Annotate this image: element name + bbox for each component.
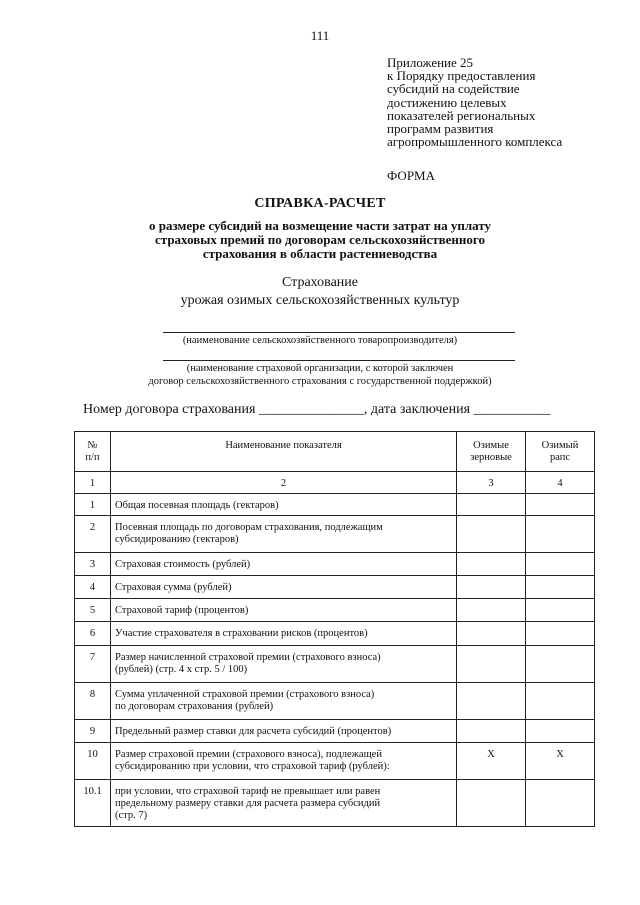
row-number: 5 xyxy=(75,599,111,622)
row-indicator xyxy=(111,743,457,780)
value-cell-rapeseed[interactable] xyxy=(526,683,595,720)
row-number: 8 xyxy=(75,683,111,720)
appendix-line: достижению целевых xyxy=(387,94,507,110)
row-indicator-line: (стр. 7) xyxy=(115,810,148,821)
value-cell-grain[interactable] xyxy=(457,780,526,827)
contract-number-line: Номер договора страхования _______________, дата заключения ___________ xyxy=(83,402,551,417)
value-cell-rapeseed: X xyxy=(526,743,595,780)
header-col3-line: Озимые xyxy=(473,440,509,451)
row-indicator-line: Страховая стоимость (рублей) xyxy=(115,559,251,570)
producer-caption: (наименование сельскохозяйственного товаропроизводителя) xyxy=(182,335,458,346)
document-subtitle xyxy=(0,219,640,261)
table-row xyxy=(75,622,595,646)
appendix-line: к Порядку предоставления xyxy=(387,68,536,84)
row-indicator-line: Страховая сумма (рублей) xyxy=(115,582,232,593)
value-cell-grain[interactable] xyxy=(457,720,526,743)
table-row xyxy=(75,553,595,576)
row-indicator xyxy=(111,599,457,622)
row-number: 3 xyxy=(75,553,111,576)
subtitle-line: страховых премий по договорам сельскохозяйственного xyxy=(155,232,485,247)
insurer-caption-line: (наименование страховой организации, с которой заключен xyxy=(186,363,454,374)
index-cell: 4 xyxy=(526,472,595,494)
header-winter-grain xyxy=(457,432,526,472)
value-cell-grain[interactable] xyxy=(457,646,526,683)
appendix-line: Приложение 25 xyxy=(387,55,474,70)
row-indicator-line: Участие страхователя в страховании рисков (процентов) xyxy=(115,628,368,639)
row-indicator-line: Размер страховой премии (страхового взноса), подлежащей xyxy=(115,749,382,760)
table-row xyxy=(75,720,595,743)
row-indicator xyxy=(111,622,457,646)
row-indicator xyxy=(111,553,457,576)
subtitle-line: страхования в области растениеводства xyxy=(202,246,438,261)
row-number: 7 xyxy=(75,646,111,683)
row-indicator-line: (рублей) (стр. 4 x стр. 5 / 100) xyxy=(115,664,248,675)
header-winter-rapeseed xyxy=(526,432,595,472)
header-num xyxy=(75,432,111,472)
table-row xyxy=(75,646,595,683)
table-row xyxy=(75,780,595,827)
index-cell: 3 xyxy=(457,472,526,494)
value-cell-rapeseed[interactable] xyxy=(526,494,595,516)
appendix-line: субсидий на содействие xyxy=(387,81,520,97)
row-indicator-line: Размер начисленной страховой премии (страхового взноса) xyxy=(115,652,381,663)
page-number: 111 xyxy=(310,28,330,43)
value-cell-grain[interactable] xyxy=(457,683,526,720)
row-number: 10.1 xyxy=(75,780,111,827)
row-indicator xyxy=(111,494,457,516)
calculation-table xyxy=(74,431,595,827)
value-cell-rapeseed[interactable] xyxy=(526,622,595,646)
row-indicator xyxy=(111,516,457,553)
row-number: 2 xyxy=(75,516,111,553)
table-row xyxy=(75,683,595,720)
table-row xyxy=(75,576,595,599)
row-indicator xyxy=(111,683,457,720)
value-cell-rapeseed[interactable] xyxy=(526,720,595,743)
row-indicator-line: по договорам страхования (рублей) xyxy=(115,701,274,712)
insurer-name-field[interactable] xyxy=(163,360,515,361)
insurance-type xyxy=(0,274,640,310)
value-cell-rapeseed[interactable] xyxy=(526,576,595,599)
value-cell-rapeseed[interactable] xyxy=(526,516,595,553)
row-indicator-line: субсидированию при условии, что страховой тариф (рублей): xyxy=(115,761,390,772)
header-num-line: № xyxy=(87,440,98,451)
row-number: 10 xyxy=(75,743,111,780)
row-indicator-line: Посевная площадь по договорам страхования, подлежащим xyxy=(115,522,383,533)
table-row xyxy=(75,599,595,622)
row-indicator-line: Страховой тариф (процентов) xyxy=(115,605,249,616)
value-cell-grain[interactable] xyxy=(457,553,526,576)
value-cell-rapeseed[interactable] xyxy=(526,780,595,827)
row-indicator-line: Сумма уплаченной страховой премии (страхового взноса) xyxy=(115,689,375,700)
value-cell-grain[interactable] xyxy=(457,576,526,599)
row-indicator xyxy=(111,576,457,599)
row-indicator-line: при условии, что страховой тариф не превышает или равен xyxy=(115,786,381,797)
table-header-row xyxy=(75,432,595,472)
insurer-caption-line: договор сельскохозяйственного страхования с государственной поддержкой) xyxy=(148,376,492,387)
row-number: 4 xyxy=(75,576,111,599)
appendix-line: показателей региональных xyxy=(387,107,536,123)
header-col3-line: зерновые xyxy=(470,452,512,463)
table-row xyxy=(75,743,595,780)
row-indicator-line: предельному размеру ставки для расчета размера субсидий xyxy=(115,798,381,809)
value-cell-grain[interactable] xyxy=(457,516,526,553)
row-number: 6 xyxy=(75,622,111,646)
header-num-line: п/п xyxy=(85,452,100,463)
form-label: ФОРМА xyxy=(387,168,435,183)
header-col4-line: Озимый xyxy=(541,440,579,451)
value-cell-grain: X xyxy=(457,743,526,780)
value-cell-rapeseed[interactable] xyxy=(526,646,595,683)
value-cell-grain[interactable] xyxy=(457,599,526,622)
row-number: 1 xyxy=(75,494,111,516)
value-cell-rapeseed[interactable] xyxy=(526,599,595,622)
row-indicator xyxy=(111,780,457,827)
header-indicator-name xyxy=(111,432,457,472)
index-cell: 1 xyxy=(75,472,111,494)
producer-name-field[interactable] xyxy=(163,332,515,333)
appendix-line: агропромышленного комплекса xyxy=(387,134,563,150)
value-cell-grain[interactable] xyxy=(457,622,526,646)
value-cell-rapeseed[interactable] xyxy=(526,553,595,576)
row-indicator xyxy=(111,720,457,743)
index-cell: 2 xyxy=(111,472,457,494)
table-row xyxy=(75,494,595,516)
value-cell-grain[interactable] xyxy=(457,494,526,516)
table-index-row xyxy=(75,472,595,494)
appendix-note xyxy=(387,56,562,148)
document-title: СПРАВКА-РАСЧЕТ xyxy=(254,196,386,211)
row-indicator-line: субсидированию (гектаров) xyxy=(115,534,239,545)
row-indicator xyxy=(111,646,457,683)
table-row xyxy=(75,516,595,553)
insurance-line: Страхование xyxy=(282,275,358,290)
appendix-line: программ развития xyxy=(387,121,494,137)
row-number: 9 xyxy=(75,720,111,743)
subtitle-line: о размере субсидий на возмещение части затрат на уплату xyxy=(148,218,492,233)
row-indicator-line: Общая посевная площадь (гектаров) xyxy=(115,500,279,511)
header-name-text: Наименование показателя xyxy=(225,440,342,451)
insurance-line: урожая озимых сельскохозяйственных культур xyxy=(180,293,460,308)
header-col4-line: рапс xyxy=(549,452,571,463)
row-indicator-line: Предельный размер ставки для расчета субсидий (процентов) xyxy=(115,726,392,737)
